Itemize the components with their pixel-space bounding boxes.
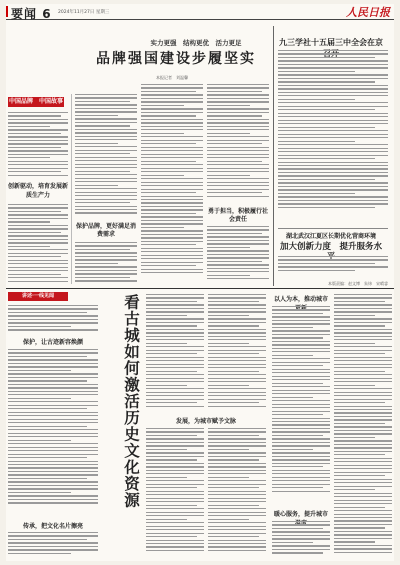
story-column-1a — [8, 112, 68, 182]
sidebar-separator — [278, 228, 388, 229]
sidebar-divider — [273, 26, 274, 286]
feature-column-1a — [8, 305, 98, 335]
story-subhead-1: 创新驱动，培育发展新质生产力 — [8, 183, 69, 199]
sidebar-article-2 — [278, 256, 388, 278]
newspaper-logo: 人民日报 — [346, 6, 390, 19]
feature-column-3a — [208, 294, 266, 414]
story-byline: 本报记者 刘温馨 — [156, 75, 188, 80]
story-subhead-2: 保护品牌，更好满足消费需求 — [75, 223, 136, 238]
newspaper-page — [6, 4, 394, 561]
feature-subhead-2: 传承，把文化名片擦亮 — [22, 523, 83, 530]
feature-subhead-3: 发展，为城市赋予文脉 — [175, 418, 236, 425]
story-column-1b — [8, 204, 68, 286]
story-subhead-3: 勇于担当，积极履行社会责任 — [207, 208, 268, 223]
feature-subhead-1: 保护，让古迹新容焕颜 — [22, 339, 83, 346]
issue-date: 2024年11月27日 星期三 — [58, 10, 110, 15]
feature-column-2b — [146, 428, 204, 560]
feature-column-3b — [208, 428, 266, 560]
sidebar-headline-1: 九三学社十五届三中全会在京 — [279, 38, 383, 47]
feature-column-1b — [8, 349, 98, 519]
story-headline: 品牌强国建设步履坚实 — [96, 51, 256, 67]
feature-vertical-title: 看古城如何激活历史文化资源 — [122, 294, 140, 509]
story-column-2a — [75, 94, 137, 219]
masthead — [6, 4, 394, 20]
section-rule — [6, 288, 394, 289]
feature-subhead-5: 暖心服务，提升城市 — [273, 511, 328, 518]
story-column-2b — [75, 242, 137, 286]
story-kicker: 实力更强 结构更优 活力更足 — [150, 39, 242, 47]
column-divider — [71, 94, 72, 284]
page-number: 6 — [42, 7, 52, 21]
column-tag: 中国品牌 中国故事 — [8, 98, 63, 105]
series-tag: 讲述·一线见闻 — [8, 292, 68, 301]
feature-column-2a — [146, 294, 204, 414]
story-column-4a — [207, 84, 269, 204]
page-credit: 本版责编：赵文博 朱炜 宋晴睿 — [328, 281, 388, 286]
sidebar-article-1 — [278, 50, 388, 226]
feature-column-4b — [272, 521, 330, 561]
feature-column-5 — [334, 294, 392, 560]
feature-column-4a — [272, 306, 330, 506]
sidebar-headline-2-kicker: 湖北武汉江夏区长期优化营商环境 — [285, 233, 376, 240]
sidebar-headline-2-main: 加大创新力度 提升服务水 — [279, 242, 382, 252]
feature-subhead-4: 以人为本，推动城市 — [273, 296, 328, 303]
story-column-3 — [141, 84, 203, 286]
feature-column-1c — [8, 532, 98, 560]
story-column-4b — [207, 226, 269, 286]
section-name: 要闻 6 — [11, 7, 52, 21]
